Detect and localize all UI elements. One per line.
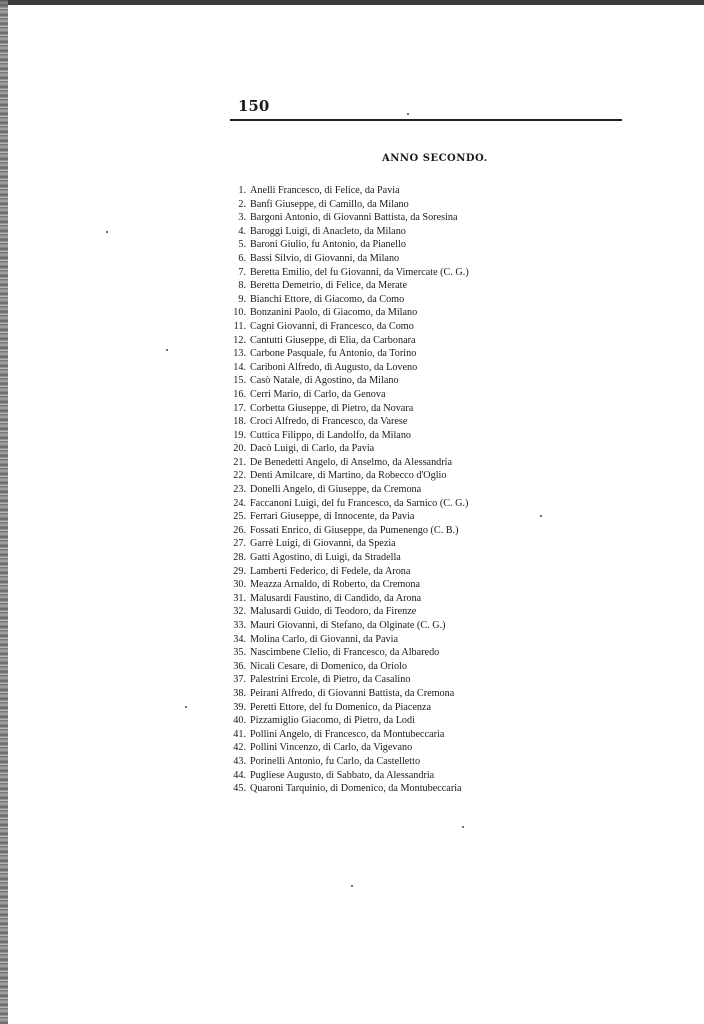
entry-text: Faccanoni Luigi, del fu Francesco, da Sarnico (C. G.) xyxy=(250,497,469,509)
entry-number: 24. xyxy=(233,497,246,509)
entry-number: 31. xyxy=(233,592,246,604)
entry-number: 38. xyxy=(233,687,246,699)
list-item xyxy=(229,728,569,742)
header-rule xyxy=(230,119,622,121)
entry-text: Pugliese Augusto, di Sabbato, da Alessandria xyxy=(250,769,435,781)
entry-text: Molina Carlo, di Giovanni, da Pavia xyxy=(250,633,398,645)
entry-text: Bonzanini Paolo, di Giacomo, da Milano xyxy=(250,307,418,319)
list-item xyxy=(229,524,569,538)
entry-text: Pizzamiglio Giacomo, di Pietro, da Lodi xyxy=(250,715,415,727)
entry-number: 32. xyxy=(233,606,246,618)
list-item xyxy=(229,510,569,524)
list-item xyxy=(229,714,569,728)
entry-number: 18. xyxy=(233,416,246,428)
entry-text: Lamberti Federico, di Fedele, da Arona xyxy=(250,565,411,577)
entry-text: Baroggi Luigi, di Anacleto, da Milano xyxy=(250,225,406,237)
scan-speck xyxy=(185,706,187,708)
entry-text: Cantutti Giuseppe, di Elia, da Carbonara xyxy=(250,334,416,346)
list-item xyxy=(229,619,569,633)
entry-text: Donelli Angelo, di Giuseppe, da Cremona xyxy=(250,484,422,496)
list-item xyxy=(229,537,569,551)
entry-text: Bargoni Antonio, di Giovanni Battista, da Soresina xyxy=(250,212,458,224)
entry-number: 37. xyxy=(233,674,246,686)
entry-number: 8. xyxy=(238,280,246,292)
entry-number: 16. xyxy=(233,388,246,400)
entry-text: Quaroni Tarquinio, di Domenico, da Montubeccaria xyxy=(250,783,462,795)
list-item xyxy=(229,755,569,769)
entry-text: Garrè Luigi, di Giovanni, da Spezia xyxy=(250,538,396,550)
entry-number: 22. xyxy=(233,470,246,482)
entry-number: 44. xyxy=(233,769,246,781)
entry-text: Croci Alfredo, di Francesco, da Varese xyxy=(250,416,408,428)
entry-number: 39. xyxy=(233,701,246,713)
entry-number: 11. xyxy=(233,320,246,332)
entry-text: Porinelli Antonio, fu Carlo, da Castelletto xyxy=(250,755,421,767)
scan-speck xyxy=(407,113,409,115)
list-item xyxy=(229,402,569,416)
entry-number: 33. xyxy=(233,620,246,631)
entry-text: Nicali Cesare, di Domenico, da Oriolo xyxy=(250,660,408,672)
list-item xyxy=(229,660,569,674)
entry-number: 42. xyxy=(233,742,246,754)
entry-number: 13. xyxy=(233,348,246,360)
entry-text: Anelli Francesco, di Felice, da Pavia xyxy=(250,185,400,196)
list-item xyxy=(229,633,569,647)
entry-number: 25. xyxy=(233,511,246,523)
list-item xyxy=(229,469,569,483)
list-item xyxy=(229,769,569,783)
entry-text: Pollini Angelo, di Francesco, da Montubeccaria xyxy=(250,728,445,740)
list-item xyxy=(229,442,569,456)
entry-number: 41. xyxy=(233,728,246,740)
entry-number: 19. xyxy=(233,429,246,441)
list-item xyxy=(229,701,569,715)
list-item xyxy=(229,673,569,687)
entry-number: 12. xyxy=(233,334,246,346)
list-item xyxy=(229,361,569,375)
entry-number: 27. xyxy=(233,538,246,550)
list-item xyxy=(229,211,569,225)
list-item xyxy=(229,429,569,443)
list-item xyxy=(229,347,569,361)
entry-text: Meazza Arnaldo, di Roberto, da Cremona xyxy=(250,579,421,591)
list-item xyxy=(229,782,569,796)
entry-text: Malusardi Guido, di Teodoro, da Firenze xyxy=(250,606,417,618)
list-item xyxy=(229,415,569,429)
entry-number: 6. xyxy=(238,252,246,264)
scan-speck xyxy=(351,885,353,887)
entry-number: 15. xyxy=(233,375,246,387)
page-number: 150 xyxy=(238,97,270,115)
list-item xyxy=(229,605,569,619)
entry-text: Bassi Silvio, di Giovanni, da Milano xyxy=(250,252,400,264)
entry-number: 1. xyxy=(238,185,246,196)
entry-text: Baroni Giulio, fu Antonio, da Pianello xyxy=(250,239,406,251)
student-list xyxy=(229,184,569,796)
entry-text: De Benedetti Angelo, di Anselmo, da Alessandria xyxy=(250,456,453,468)
entry-number: 45. xyxy=(233,783,246,795)
list-item xyxy=(229,565,569,579)
entry-text: Peretti Ettore, del fu Domenico, da Piacenza xyxy=(250,701,432,713)
list-item xyxy=(229,687,569,701)
section-title: ANNO SECONDO. xyxy=(382,153,488,164)
entry-number: 5. xyxy=(238,239,246,251)
entry-number: 4. xyxy=(238,225,246,237)
entry-number: 7. xyxy=(238,266,246,278)
list-item xyxy=(229,334,569,348)
entry-text: Cariboni Alfredo, di Augusto, da Loveno xyxy=(250,361,418,373)
entry-number: 28. xyxy=(233,552,246,564)
entry-number: 23. xyxy=(233,484,246,496)
entry-number: 35. xyxy=(233,647,246,659)
scan-speck xyxy=(166,349,168,351)
scan-speck xyxy=(540,515,542,517)
entry-number: 40. xyxy=(233,715,246,727)
list-item xyxy=(229,483,569,497)
entry-number: 36. xyxy=(233,660,246,672)
entry-text: Fossati Enrico, di Giuseppe, da Pumenengo (C. B.) xyxy=(250,524,459,536)
list-item xyxy=(229,293,569,307)
entry-text: Pollini Vincenzo, di Carlo, da Vigevano xyxy=(250,742,413,754)
list-item xyxy=(229,497,569,511)
page-top-border xyxy=(0,0,704,5)
entry-text: Mauri Giovanni, di Stefano, da Olginate (C. G.) xyxy=(250,620,446,631)
entry-number: 2. xyxy=(238,198,246,210)
entry-text: Malusardi Faustino, di Candido, da Arona xyxy=(250,592,422,604)
entry-number: 43. xyxy=(233,755,246,767)
entry-text: Gatti Agostino, di Luigi, da Stradella xyxy=(250,552,401,564)
list-item xyxy=(229,252,569,266)
entry-text: Cerri Mario, di Carlo, da Genova xyxy=(250,388,386,400)
list-item xyxy=(229,306,569,320)
entry-text: Corbetta Giuseppe, di Pietro, da Novara xyxy=(250,402,414,414)
entry-number: 30. xyxy=(233,579,246,591)
list-item xyxy=(229,741,569,755)
entry-text: Beretta Emilio, del fu Giovanni, da Vimercate (C. G.) xyxy=(250,266,469,278)
entry-number: 34. xyxy=(233,633,246,645)
entry-number: 17. xyxy=(233,402,246,414)
entry-text: Banfi Giuseppe, di Camillo, da Milano xyxy=(250,198,409,210)
page-binding-edge xyxy=(0,0,8,1024)
list-item xyxy=(229,646,569,660)
entry-text: Palestrini Ercole, di Pietro, da Casalino xyxy=(250,674,411,686)
entry-text: Bianchi Ettore, di Giacomo, da Como xyxy=(250,293,405,305)
list-item xyxy=(229,238,569,252)
list-item xyxy=(229,374,569,388)
list-item xyxy=(229,266,569,280)
entry-text: Ferrari Giuseppe, di Innocente, da Pavia xyxy=(250,511,415,523)
entry-text: Cuttica Filippo, di Landolfo, da Milano xyxy=(250,429,412,441)
entry-number: 21. xyxy=(233,456,246,468)
entry-text: Denti Amilcare, di Martino, da Robecco d'Oglio xyxy=(250,470,447,482)
entry-number: 26. xyxy=(233,524,246,536)
list-item xyxy=(229,279,569,293)
list-item xyxy=(229,456,569,470)
entry-text: Dacò Luigi, di Carlo, da Pavia xyxy=(250,443,375,455)
list-item xyxy=(229,551,569,565)
list-item xyxy=(229,592,569,606)
list-item xyxy=(229,184,569,198)
entry-text: Casò Natale, di Agostino, da Milano xyxy=(250,375,399,387)
list-item xyxy=(229,320,569,334)
entry-number: 29. xyxy=(233,565,246,577)
entry-text: Carbone Pasquale, fu Antonio, da Torino xyxy=(250,348,417,360)
entry-number: 14. xyxy=(233,361,246,373)
scan-speck xyxy=(106,231,108,233)
entry-text: Nascimbene Clelio, di Francesco, da Albaredo xyxy=(250,647,440,659)
entry-number: 20. xyxy=(233,443,246,455)
entry-number: 9. xyxy=(238,293,246,305)
entry-number: 3. xyxy=(238,212,246,224)
list-item xyxy=(229,225,569,239)
entry-number: 10. xyxy=(233,307,246,319)
list-item xyxy=(229,578,569,592)
entry-text: Cagni Giovanni, di Francesco, da Como xyxy=(250,320,414,332)
entry-text: Beretta Demetrio, di Felice, da Merate xyxy=(250,280,407,292)
entry-text: Peirani Alfredo, di Giovanni Battista, da Cremona xyxy=(250,687,455,699)
scan-speck xyxy=(462,826,464,828)
list-item xyxy=(229,198,569,212)
list-item xyxy=(229,388,569,402)
